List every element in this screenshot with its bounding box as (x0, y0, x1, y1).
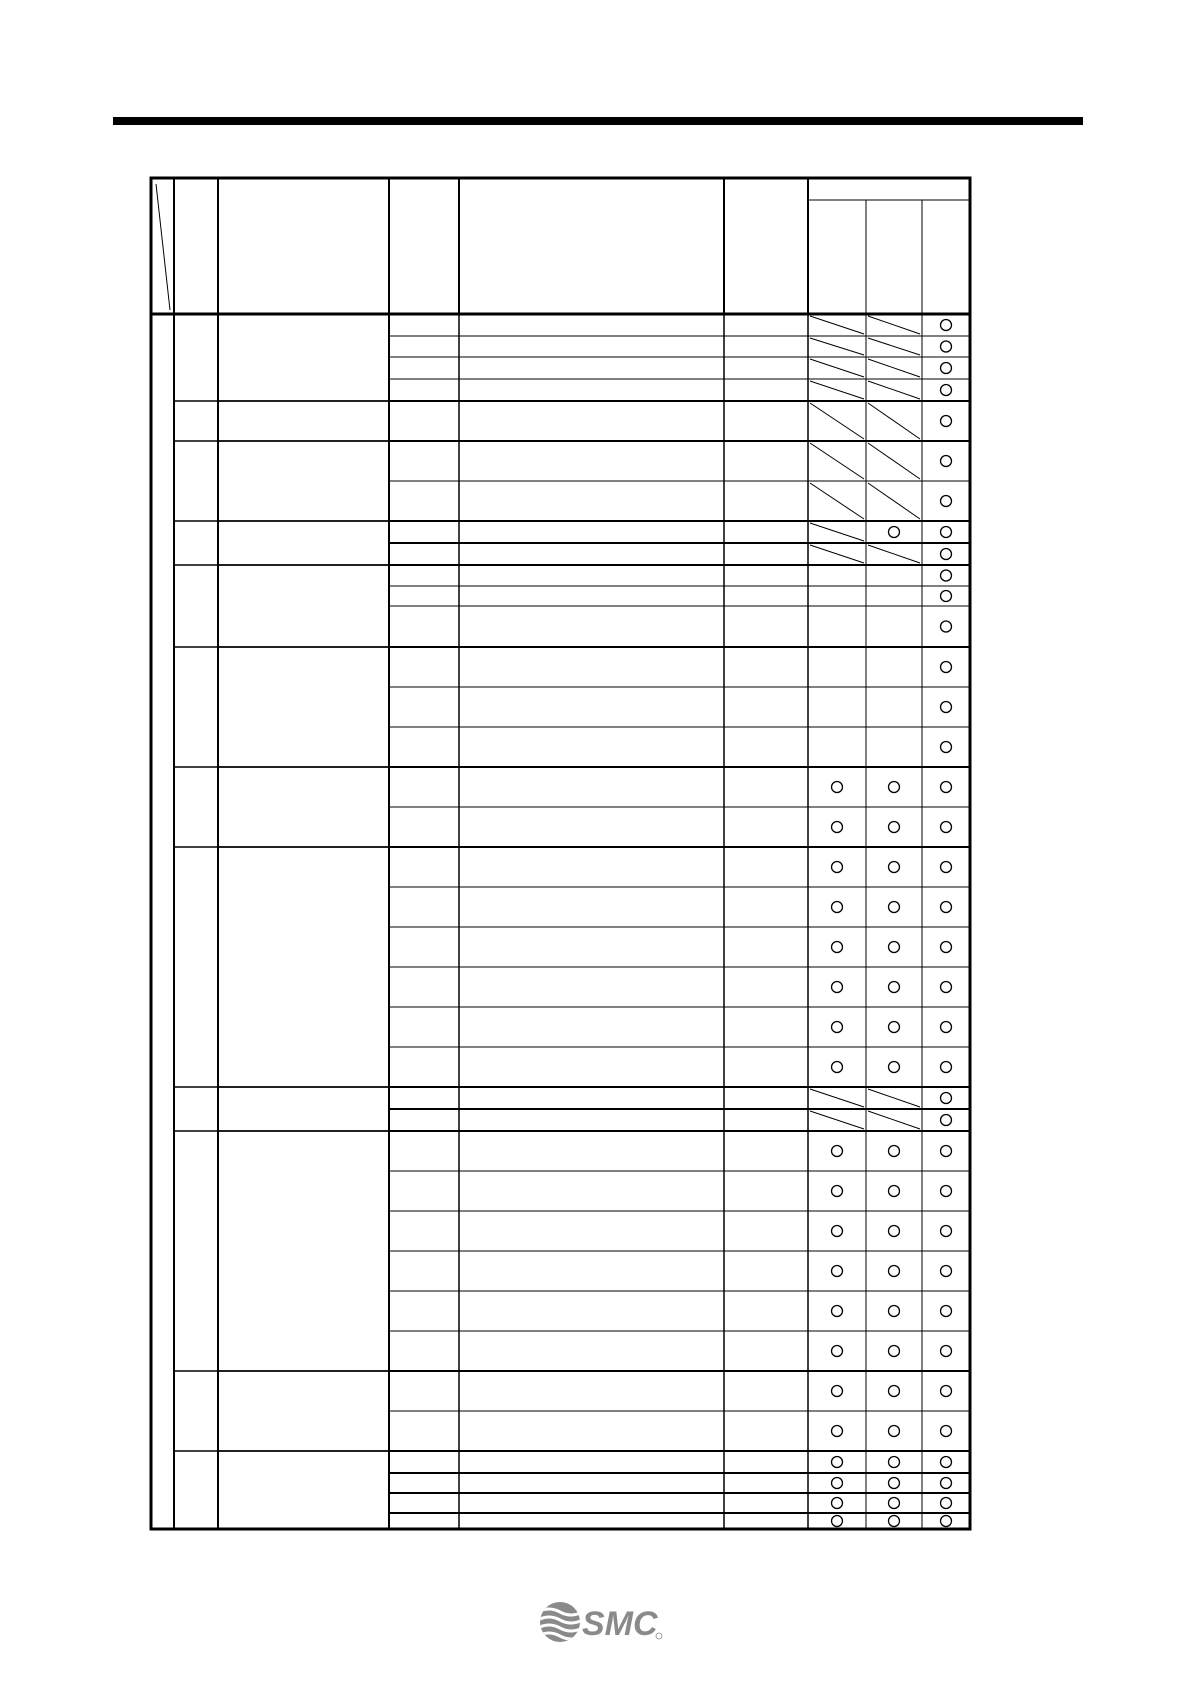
diagonal-na-mark (810, 381, 864, 399)
circle-mark (941, 591, 952, 602)
table-frame (151, 178, 970, 1529)
diagonal-na-mark (868, 443, 920, 479)
circle-mark (941, 942, 952, 953)
circle-mark (832, 1062, 843, 1073)
circle-mark (832, 782, 843, 793)
circle-mark (832, 1306, 843, 1317)
circle-mark (941, 1498, 952, 1509)
circle-mark (941, 1186, 952, 1197)
circle-mark (941, 702, 952, 713)
circle-mark (889, 1186, 900, 1197)
circle-mark (941, 496, 952, 507)
top-rule (113, 117, 1083, 125)
circle-mark (832, 862, 843, 873)
circle-mark (941, 341, 952, 352)
smc-logo (538, 1600, 666, 1644)
circle-mark (941, 1478, 952, 1489)
circle-mark (832, 1426, 843, 1437)
circle-mark (941, 527, 952, 538)
circle-mark (889, 982, 900, 993)
circle-mark (941, 363, 952, 374)
logo-brand: SMC (582, 1605, 658, 1643)
circle-mark (832, 1498, 843, 1509)
diagonal-na-mark (810, 403, 864, 439)
circle-mark (832, 902, 843, 913)
circle-mark (889, 822, 900, 833)
circle-mark (941, 320, 952, 331)
diagonal-na-mark (810, 316, 864, 334)
circle-mark (889, 942, 900, 953)
circle-mark (941, 621, 952, 632)
diagonal-na-mark (868, 381, 920, 399)
circle-mark (941, 1386, 952, 1397)
circle-mark (889, 1062, 900, 1073)
diagonal-na-mark (868, 483, 920, 519)
circle-mark (941, 1146, 952, 1157)
circle-mark (889, 782, 900, 793)
circle-mark (889, 1022, 900, 1033)
circle-mark (832, 1146, 843, 1157)
circle-mark (832, 822, 843, 833)
circle-mark (832, 1022, 843, 1033)
circle-mark (941, 1426, 952, 1437)
circle-mark (941, 1115, 952, 1126)
circle-mark (941, 456, 952, 467)
circle-mark (832, 1457, 843, 1468)
circle-mark (941, 1226, 952, 1237)
circle-mark (941, 385, 952, 396)
circle-mark (941, 742, 952, 753)
circle-mark (941, 662, 952, 673)
circle-mark (941, 982, 952, 993)
circle-mark (941, 782, 952, 793)
diagonal-na-mark (868, 403, 920, 439)
circle-mark (941, 1093, 952, 1104)
diagonal-na-mark (810, 483, 864, 519)
diagonal-na-mark (868, 1089, 920, 1107)
circle-mark (941, 1516, 952, 1527)
circle-mark (941, 1346, 952, 1357)
header-corner-diagonal (156, 184, 170, 310)
circle-mark (889, 862, 900, 873)
circle-mark (832, 1266, 843, 1277)
circle-mark (889, 1386, 900, 1397)
circle-mark (889, 1346, 900, 1357)
circle-mark (832, 1226, 843, 1237)
circle-mark (832, 1346, 843, 1357)
diagonal-na-mark (810, 338, 864, 355)
circle-mark (889, 1457, 900, 1468)
circle-mark (941, 549, 952, 560)
circle-mark (941, 862, 952, 873)
circle-mark (941, 1266, 952, 1277)
circle-mark (832, 982, 843, 993)
circle-mark (832, 1478, 843, 1489)
circle-mark (941, 902, 952, 913)
circle-mark (832, 1516, 843, 1527)
diagonal-na-mark (810, 443, 864, 479)
circle-mark (941, 570, 952, 581)
diagonal-na-mark (810, 359, 864, 377)
circle-mark (941, 1457, 952, 1468)
circle-mark (889, 1516, 900, 1527)
circle-mark (889, 902, 900, 913)
diagonal-na-mark (868, 1111, 920, 1129)
circle-mark (832, 1186, 843, 1197)
diagonal-na-mark (868, 338, 920, 355)
circle-mark (941, 822, 952, 833)
circle-mark (832, 1386, 843, 1397)
diagonal-na-mark (868, 359, 920, 377)
diagonal-na-mark (810, 1089, 864, 1107)
diagonal-na-mark (810, 1111, 864, 1129)
circle-mark (941, 1306, 952, 1317)
circle-mark (889, 1146, 900, 1157)
circle-mark (941, 1062, 952, 1073)
circle-mark (941, 1022, 952, 1033)
diagonal-na-mark (868, 316, 920, 334)
circle-mark (832, 942, 843, 953)
circle-mark (889, 1426, 900, 1437)
diagonal-na-mark (810, 545, 864, 563)
circle-mark (889, 1266, 900, 1277)
circle-mark (889, 1226, 900, 1237)
circle-mark (889, 1498, 900, 1509)
diagonal-na-mark (810, 523, 864, 541)
diagonal-na-mark (868, 545, 920, 563)
circle-mark (889, 1306, 900, 1317)
circle-mark (941, 416, 952, 427)
circle-mark (889, 1478, 900, 1489)
circle-mark (889, 527, 900, 538)
